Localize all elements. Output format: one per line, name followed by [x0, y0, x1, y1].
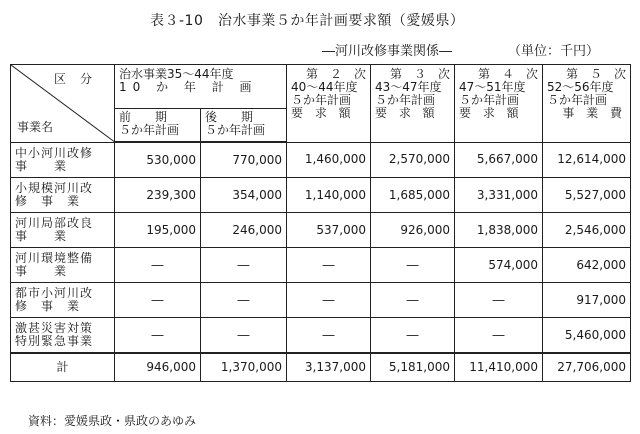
header-plan-5th-line4: 事 業 費: [562, 106, 626, 120]
header-plan-2nd-line1: 第 ２ 次: [305, 67, 366, 81]
cell-value: 5,667,000: [455, 142, 543, 178]
table-row: [11, 142, 631, 178]
unit-label: （単位：千円）: [508, 44, 600, 59]
cell-value: 2,546,000: [543, 213, 631, 248]
cell-value: ―: [115, 283, 201, 318]
cell-value: 1,685,000: [371, 178, 455, 213]
cell-value: ―: [287, 318, 371, 354]
row-name-line1: 小規模河川改: [15, 181, 94, 195]
total-value: 5,181,000: [371, 353, 455, 382]
cell-value: 770,000: [201, 142, 287, 178]
header-plan-4th-line2: 47～51年度: [459, 80, 526, 94]
cell-value: 12,614,000: [543, 142, 631, 178]
header-plan-2nd-line4: 要 求 額: [291, 106, 355, 120]
header-second-half-line2: ５か年計画: [205, 123, 266, 137]
header-plan-3rd: [371, 65, 455, 143]
cell-value: 642,000: [543, 248, 631, 283]
total-row: [11, 353, 631, 382]
table-title: 表３-10 治水事業５か年計画要求額（愛媛県）: [150, 13, 465, 29]
header-corner: [11, 65, 115, 143]
cell-value: ―: [287, 248, 371, 283]
header-first-half-line2: ５か年計画: [119, 123, 180, 137]
cell-value: 1,838,000: [455, 213, 543, 248]
header-plan-3rd-line4: 要 求 額: [375, 106, 439, 120]
header-plan-2nd: [287, 65, 371, 143]
header-plan-4th: [455, 65, 543, 143]
cell-value: 5,460,000: [543, 318, 631, 354]
header-plan-2nd-line2: 40～44年度: [291, 80, 358, 94]
cell-value: 917,000: [543, 283, 631, 318]
row-name: [11, 178, 115, 213]
row-name-line1: 中小河川改修: [15, 145, 94, 160]
cell-value: 246,000: [201, 213, 287, 248]
row-name-line2: 修 事 業: [15, 194, 81, 208]
header-plan-5th: [543, 65, 631, 143]
header-first-half: [115, 109, 201, 143]
cell-value: ―: [201, 283, 287, 318]
header-plan-5th-line1: 第 ５ 次: [565, 67, 626, 81]
row-name: [11, 213, 115, 248]
row-name-line2: 修 事 業: [15, 299, 81, 313]
total-label: 計: [11, 353, 115, 382]
cell-value: ―: [455, 318, 543, 354]
cell-value: 195,000: [115, 213, 201, 248]
cell-value: 537,000: [287, 213, 371, 248]
header-second-half: [201, 109, 287, 143]
header-10year-line1: 治水事業35～44年度: [119, 67, 234, 81]
cell-value: ―: [371, 248, 455, 283]
cell-value: 1,140,000: [287, 178, 371, 213]
total-value: 27,706,000: [543, 353, 631, 382]
table-row: [11, 283, 631, 318]
header-10year-plan: [115, 65, 287, 109]
total-value: 11,410,000: [455, 353, 543, 382]
cell-value: ―: [455, 283, 543, 318]
header-plan-4th-line3: ５か年計画: [459, 93, 520, 107]
row-name-line1: 都市小河川改: [15, 286, 94, 300]
header-plan-5th-line3: ５か年計画: [547, 93, 608, 107]
table-subtitle: ―河川改修事業関係―: [322, 44, 453, 59]
row-name: [11, 318, 115, 354]
header-kubun: 区分: [53, 72, 106, 86]
row-name-line1: 河川環境整備: [15, 251, 94, 265]
cell-value: ―: [115, 318, 201, 354]
table-row: [11, 248, 631, 283]
cell-value: 1,460,000: [287, 142, 371, 178]
cell-value: ―: [287, 283, 371, 318]
header-plan-3rd-line2: 43～47年度: [375, 80, 442, 94]
header-first-half-line1: 前 期: [119, 110, 168, 124]
cell-value: 530,000: [115, 142, 201, 178]
cell-value: ―: [201, 318, 287, 354]
header-plan-3rd-line1: 第 ３ 次: [389, 67, 450, 81]
total-value: 1,370,000: [201, 353, 287, 382]
row-name-line2: 事 業: [15, 264, 68, 278]
cell-value: 574,000: [455, 248, 543, 283]
table-row: [11, 178, 631, 213]
cell-value: 926,000: [371, 213, 455, 248]
cell-value: 239,300: [115, 178, 201, 213]
header-jigyomei: 事業名: [17, 119, 54, 134]
total-value: 946,000: [115, 353, 201, 382]
header-plan-2nd-line3: ５か年計画: [291, 93, 352, 107]
cell-value: 3,331,000: [455, 178, 543, 213]
row-name: [11, 248, 115, 283]
table-row: [11, 213, 631, 248]
row-name-line2: 事 業: [15, 229, 68, 243]
total-value: 3,137,000: [287, 353, 371, 382]
row-name-line2: 特別緊急事業: [15, 334, 94, 348]
header-plan-4th-line1: 第 ４ 次: [477, 67, 538, 81]
cell-value: 354,000: [201, 178, 287, 213]
cell-value: ―: [371, 318, 455, 354]
row-name-line2: 事 業: [15, 158, 68, 173]
source-note: 資料：愛媛県政・県政のあゆみ: [28, 414, 197, 428]
cell-value: 5,527,000: [543, 178, 631, 213]
row-name: [11, 283, 115, 318]
cell-value: 2,570,000: [371, 142, 455, 178]
budget-table: [10, 64, 631, 382]
row-name-line1: 激甚災害対策: [15, 321, 94, 335]
header-plan-4th-line4: 要 求 額: [459, 106, 523, 120]
header-second-half-line1: 後 期: [205, 110, 254, 124]
row-name-line1: 河川局部改良: [15, 216, 94, 230]
table-row: [11, 318, 631, 354]
cell-value: ―: [371, 283, 455, 318]
cell-value: ―: [115, 248, 201, 283]
header-plan-5th-line2: 52～56年度: [547, 80, 614, 94]
cell-value: ―: [201, 248, 287, 283]
header-plan-3rd-line3: ５か年計画: [375, 93, 436, 107]
row-name: [11, 142, 115, 178]
header-10year-line2: 10 か 年 計 画: [119, 80, 258, 94]
